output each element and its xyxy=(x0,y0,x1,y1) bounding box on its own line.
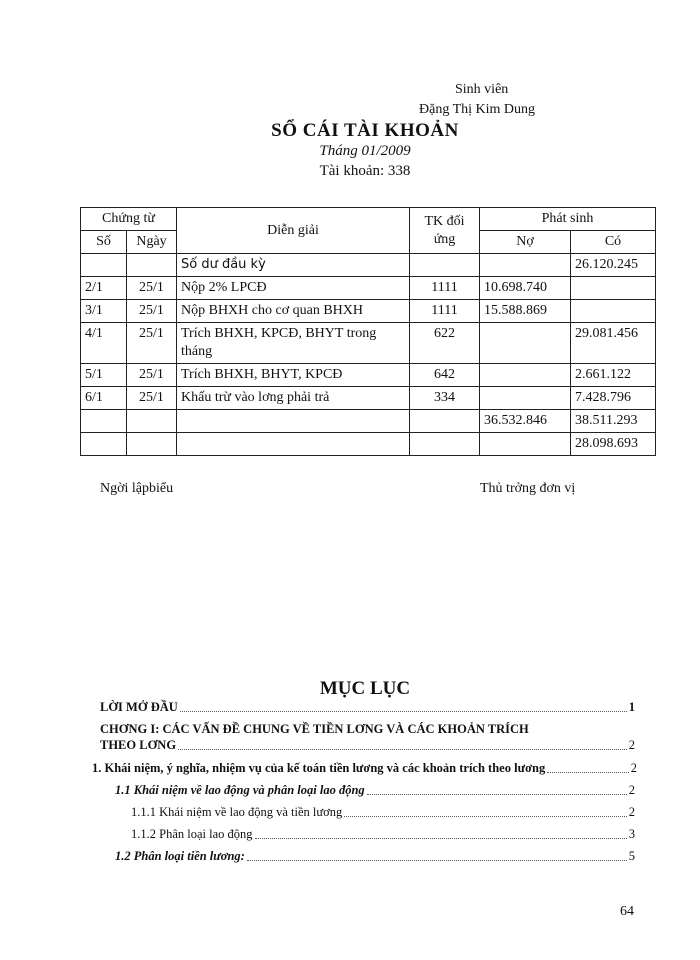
toc-label: 1.2 Phân loại tiền lương: xyxy=(115,849,245,863)
ledger-title: SỔ CÁI TÀI KHOẢN xyxy=(271,120,459,141)
cell-no: 2/1 xyxy=(81,277,127,300)
toc-label: 1.1.1 Khái niệm về lao động và tiền lương xyxy=(131,805,343,819)
toc-entry[interactable] xyxy=(92,761,637,776)
toc-entry[interactable] xyxy=(115,783,635,798)
col-credit: Có xyxy=(571,231,656,254)
col-date: Ngày xyxy=(127,231,177,254)
toc-dots xyxy=(344,816,626,817)
cell-desc: Trích BHXH, BHYT, KPCĐ xyxy=(177,364,410,387)
toc-title: MỤC LỤC xyxy=(319,678,411,699)
toc-page: 2 xyxy=(628,805,635,819)
toc-page: 2 xyxy=(628,783,635,797)
cell-debit: 15.588.869 xyxy=(480,300,571,323)
col-description: Diễn giải xyxy=(177,208,410,254)
closing-balance-row xyxy=(81,433,656,456)
opening-balance-row xyxy=(81,254,656,277)
cell-tk: 1111 xyxy=(410,277,480,300)
cell-debit xyxy=(480,387,571,410)
table-row xyxy=(81,300,656,323)
col-voucher: Chứng từ xyxy=(81,208,177,231)
toc-label: LỜI MỞ ĐẦU xyxy=(100,700,178,714)
cell-tk: 642 xyxy=(410,364,480,387)
toc-dots xyxy=(180,711,627,712)
cell-credit xyxy=(571,277,656,300)
table-row xyxy=(81,364,656,387)
total-debit: 36.532.846 xyxy=(480,410,571,433)
page-number: 64 xyxy=(620,904,634,919)
toc-dots xyxy=(247,860,627,861)
toc-label: 1.1 Khái niệm về lao động và phân loại lao động xyxy=(115,783,365,797)
cell-tk: 334 xyxy=(410,387,480,410)
cell-credit: 29.081.456 xyxy=(571,323,656,364)
toc-dots xyxy=(255,838,627,839)
cell-desc: Khấu trừ vào lơng phải trả xyxy=(177,387,410,410)
cell-date: 25/1 xyxy=(127,277,177,300)
cell-tk: 622 xyxy=(410,323,480,364)
ledger-account: Tài khoản: 338 xyxy=(319,163,411,179)
toc-entry[interactable] xyxy=(100,700,635,715)
student-name: Đặng Thị Kim Dung xyxy=(419,102,536,117)
cell-debit xyxy=(480,323,571,364)
cell-date: 25/1 xyxy=(127,300,177,323)
col-arising: Phát sinh xyxy=(480,208,656,231)
table-row xyxy=(81,323,656,364)
toc-label: 1.1.2 Phân loại lao động xyxy=(131,827,253,841)
cell-desc: Trích BHXH, KPCĐ, BHYT trong tháng xyxy=(177,323,410,364)
toc-dots xyxy=(178,749,627,750)
cell-date: 25/1 xyxy=(127,387,177,410)
cell-date: 25/1 xyxy=(127,364,177,387)
cell-no: 5/1 xyxy=(81,364,127,387)
toc-page: 5 xyxy=(628,849,635,863)
ledger-table xyxy=(80,207,656,456)
toc-entry[interactable] xyxy=(115,849,635,864)
cell-debit xyxy=(480,364,571,387)
col-counter-account: TK đối ứng xyxy=(410,208,480,254)
opening-credit: 26.120.245 xyxy=(571,254,656,277)
toc-label: THEO LƠNG xyxy=(100,738,177,752)
toc-page: 2 xyxy=(630,761,637,775)
closing-credit: 28.098.693 xyxy=(571,433,656,456)
cell-debit: 10.698.740 xyxy=(480,277,571,300)
toc-dots xyxy=(547,772,629,773)
signature-head: Thủ trởng đơn vị xyxy=(480,481,576,496)
signature-preparer: Ngời lậpbiểu xyxy=(100,481,174,496)
cell-desc: Nộp BHXH cho cơ quan BHXH xyxy=(177,300,410,323)
header-row-1 xyxy=(81,208,656,231)
table-row xyxy=(81,387,656,410)
toc-page: 2 xyxy=(628,738,635,752)
toc-entry[interactable] xyxy=(100,722,635,737)
cell-credit: 7.428.796 xyxy=(571,387,656,410)
ledger-month: Tháng 01/2009 xyxy=(319,143,411,159)
col-debit: Nợ xyxy=(480,231,571,254)
totals-row xyxy=(81,410,656,433)
cell-desc: Nộp 2% LPCĐ xyxy=(177,277,410,300)
toc-label: CHƠNG I: CÁC VẤN ĐỀ CHUNG VỀ TIỀN LƠNG VÀ CÁC KHOẢN TRÍCH xyxy=(100,722,529,736)
toc-page: 3 xyxy=(628,827,635,841)
cell-no: 4/1 xyxy=(81,323,127,364)
cell-no: 3/1 xyxy=(81,300,127,323)
student-info xyxy=(419,80,536,120)
table-row xyxy=(81,277,656,300)
toc-label: 1. Khái niệm, ý nghĩa, nhiệm vụ của kế toán tiền lương và các khoản trích theo lương xyxy=(92,761,546,775)
cell-tk: 1111 xyxy=(410,300,480,323)
cell-no: 6/1 xyxy=(81,387,127,410)
cell-credit: 2.661.122 xyxy=(571,364,656,387)
opening-label: Số dư đầu kỳ xyxy=(177,254,410,277)
col-no: Số xyxy=(81,231,127,254)
toc-entry[interactable] xyxy=(100,738,635,753)
toc-entry[interactable] xyxy=(131,805,635,820)
cell-credit xyxy=(571,300,656,323)
toc-dots xyxy=(367,794,627,795)
toc-page: 1 xyxy=(628,700,635,714)
total-credit: 38.511.293 xyxy=(571,410,656,433)
toc-entry[interactable] xyxy=(131,827,635,842)
student-role: Sinh viên xyxy=(455,82,509,97)
cell-date: 25/1 xyxy=(127,323,177,364)
